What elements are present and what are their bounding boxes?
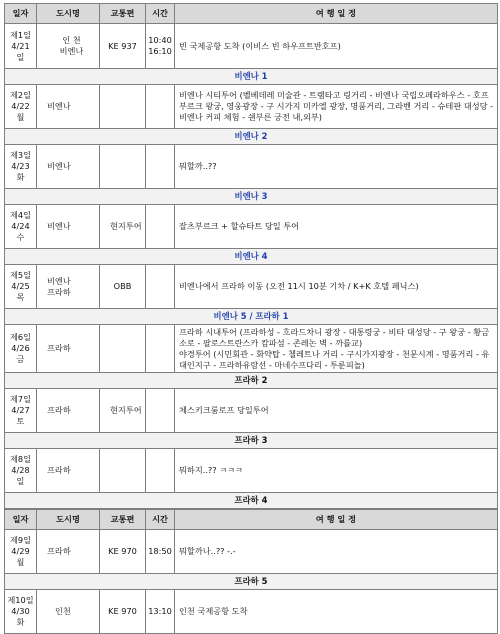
day-row [5, 530, 498, 574]
day-plan: 체스키크룸로프 당일투어 [175, 389, 498, 433]
day-date: 제5일 4/25 목 [5, 265, 37, 309]
section-row [5, 249, 498, 265]
day-date: 제9일 4/29 월 [5, 530, 37, 574]
day-transport: KE 937 [100, 24, 146, 69]
day-time [146, 265, 175, 309]
section-label: 비엔나 3 [234, 191, 268, 201]
day-time [146, 325, 175, 373]
day-date: 제10일 4/30 화 [5, 590, 37, 634]
day-transport: 현지투어 [100, 389, 146, 433]
day-plan: 프라하 시내투어 (프라하성 - 흐라드차니 광장 - 대통령궁 - 비타 대성당 - 구 왕궁 - 황금소로 - 팔로스트란스카 캄파섬 - 존레논 벽 - 까를교) 야경투어 (시민회관 - 화약탑 - 첼레트나 거리 - 구시가지광장 - 천문시계 - 명품거리 - 유대인지구 - 프라하유람선 - 마네수프다리 - 투룬피놀) [175, 325, 498, 373]
col-header-transport: 교통편 [100, 4, 146, 24]
day-city: 비엔나 [37, 145, 100, 189]
itinerary-table [4, 3, 498, 509]
day-time: 13:10 [146, 590, 175, 634]
section-label: 프라하 3 [234, 435, 268, 445]
day-date: 제7일 4/27 토 [5, 389, 37, 433]
section-row [5, 574, 498, 590]
day-city: 프라하 [37, 389, 100, 433]
day-date: 제8일 4/28 일 [5, 449, 37, 493]
day-transport [100, 85, 146, 129]
col-header-date: 일자 [5, 510, 37, 530]
section-label: 비엔나 1 [234, 71, 268, 81]
day-date: 제2일 4/22 월 [5, 85, 37, 129]
itinerary-table-continued [4, 509, 498, 634]
day-time [146, 145, 175, 189]
col-header-itinerary: 여 행 일 정 [175, 4, 498, 24]
day-plan: 뭐할까..?? [175, 145, 498, 189]
col-header-itinerary: 여 행 일 정 [175, 510, 498, 530]
section-row [5, 309, 498, 325]
day-row [5, 145, 498, 189]
table-header-row [5, 4, 498, 24]
day-date: 제4일 4/24 수 [5, 205, 37, 249]
day-transport: OBB [100, 265, 146, 309]
day-row [5, 24, 498, 69]
col-header-city: 도시명 [37, 4, 100, 24]
section-label: 비엔나 5 / 프라하 1 [213, 311, 289, 321]
section-row [5, 493, 498, 509]
day-city: 비엔나 [37, 85, 100, 129]
section-row [5, 373, 498, 389]
day-plan: 잘츠부르크 + 할슈타트 당일 투어 [175, 205, 498, 249]
day-time: 18:50 [146, 530, 175, 574]
day-time: 10:40 16:10 [146, 24, 175, 69]
day-time [146, 205, 175, 249]
day-time [146, 449, 175, 493]
day-plan: 빈 국제공항 도착 (이비스 빈 하우프트반호프) [175, 24, 498, 69]
section-label: 비엔나 2 [234, 131, 268, 141]
day-date: 제1일 4/21 일 [5, 24, 37, 69]
table-header-row [5, 510, 498, 530]
col-header-time: 시간 [146, 4, 175, 24]
day-row [5, 449, 498, 493]
day-city: 비엔나 프라하 [37, 265, 100, 309]
day-time [146, 389, 175, 433]
section-row [5, 129, 498, 145]
day-row [5, 265, 498, 309]
day-city: 프라하 [37, 449, 100, 493]
day-transport [100, 145, 146, 189]
day-transport: KE 970 [100, 530, 146, 574]
day-plan: 뭐하지..?? ㅋㅋㅋ [175, 449, 498, 493]
day-row [5, 590, 498, 634]
section-row [5, 69, 498, 85]
day-row [5, 389, 498, 433]
day-date: 제6일 4/26 금 [5, 325, 37, 373]
day-transport: KE 970 [100, 590, 146, 634]
day-transport: 현지투어 [100, 205, 146, 249]
day-city: 프라하 [37, 530, 100, 574]
day-city: 비엔나 [37, 205, 100, 249]
section-label: 프라하 4 [234, 495, 268, 505]
day-plan: 비엔나 시티투어 (벨베데레 미술관 - 트램타고 링거리 - 비엔나 국립오페라하우스 - 호프부르크 왕궁, 영웅광장 - 구 시가지 미카엘 광장, 명품거리, 그라벤 거리 - 슈테판 대성당 - 비엔나 커피 체험 - 쉔부른 궁전 내,외부) [175, 85, 498, 129]
day-transport [100, 325, 146, 373]
day-city: 인천 [37, 590, 100, 634]
section-row [5, 189, 498, 205]
col-header-transport: 교통편 [100, 510, 146, 530]
section-label: 프라하 2 [234, 375, 268, 385]
day-transport [100, 449, 146, 493]
day-row [5, 205, 498, 249]
section-row [5, 433, 498, 449]
day-plan: 인천 국제공항 도착 [175, 590, 498, 634]
day-row [5, 85, 498, 129]
day-plan: 뭐할까나..?? -.- [175, 530, 498, 574]
col-header-date: 일자 [5, 4, 37, 24]
day-city: 인 천 비엔나 [37, 24, 100, 69]
day-time [146, 85, 175, 129]
day-date: 제3일 4/23 화 [5, 145, 37, 189]
section-label: 프라하 5 [234, 576, 268, 586]
section-label: 비엔나 4 [234, 251, 268, 261]
day-plan: 비엔나에서 프라하 이동 (오전 11시 10분 기차 / K+K 호텔 페닉스) [175, 265, 498, 309]
day-city: 프라하 [37, 325, 100, 373]
col-header-time: 시간 [146, 510, 175, 530]
col-header-city: 도시명 [37, 510, 100, 530]
day-row [5, 325, 498, 373]
